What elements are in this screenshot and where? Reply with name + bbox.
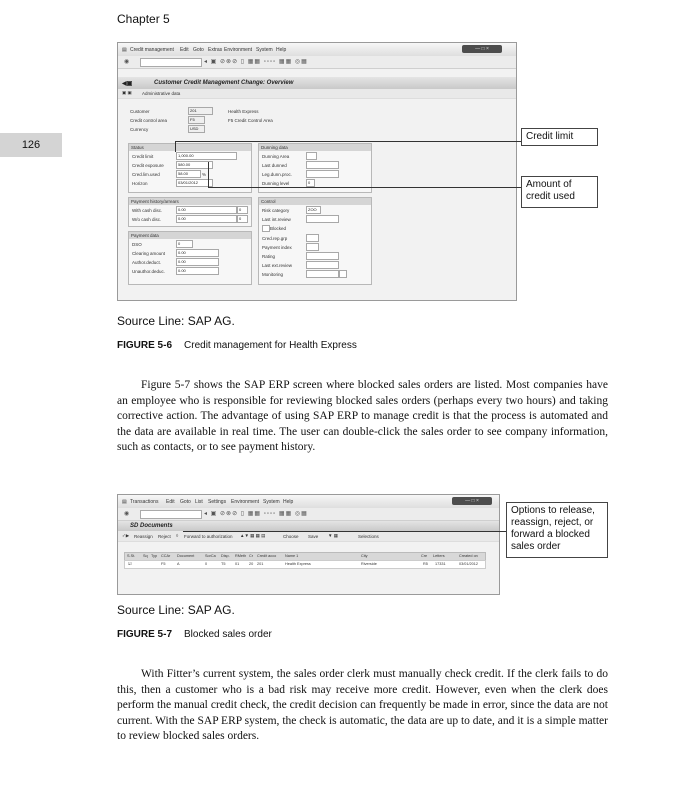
col-rmeth[interactable]: RMeth — [235, 554, 247, 558]
body-paragraph-1 — [117, 378, 608, 456]
credit-exposure-label: Credit exposure — [132, 163, 164, 168]
dunning-group-title: Dunning data — [259, 144, 371, 151]
cell-created-on: 03/01/2012 — [459, 562, 479, 566]
sap-standard-toolbar — [118, 56, 516, 69]
application-toolbar-2 — [118, 531, 499, 542]
choose-button[interactable]: Choose — [283, 534, 299, 539]
col-sq[interactable]: Sq — [143, 554, 148, 558]
cell-rmeth: 01 — [235, 562, 240, 566]
wo-cash-disc-count[interactable]: 0 — [237, 215, 248, 223]
col-ccar[interactable]: CCAr — [161, 554, 171, 558]
figure-5-6-caption — [117, 340, 357, 351]
application-toolbar — [118, 89, 516, 99]
percent-unit: % — [202, 172, 207, 177]
cell-document: A — [177, 562, 180, 566]
risk-category-label: Risk category — [262, 208, 290, 213]
horizon-field[interactable]: 03/01/2012 — [176, 179, 213, 187]
col-document[interactable]: Document — [177, 554, 195, 558]
reassign-button[interactable]: Reassign — [134, 534, 153, 539]
dunning-area-field[interactable] — [306, 152, 317, 160]
release-icon[interactable]: ✓▶ — [122, 533, 130, 538]
monitoring-search-icon[interactable] — [339, 270, 347, 278]
cell-cre: R5 — [423, 562, 428, 566]
callout-leader-credit-limit-h — [175, 141, 522, 142]
enter-icon[interactable]: ◉ — [124, 59, 131, 65]
forward-to-authorization-button[interactable]: Forward to authorization — [184, 534, 233, 539]
figure-5-7-title: Blocked sales order — [184, 629, 272, 640]
page-number: 126 — [0, 133, 62, 157]
standard-toolbar-icons[interactable]: ◂ ▣ ⊘⊗⊘ ▯ ▦▦ ▫▫▫▫ ▦▦ ◎▦ — [204, 59, 308, 65]
callout-options-line2: reassign, reject, or — [511, 517, 594, 528]
forward-icon[interactable]: ◊ — [176, 533, 179, 538]
last-int-review-field[interactable] — [306, 215, 339, 223]
admin-data-button[interactable]: Administrative data — [142, 91, 181, 96]
author-deduct-label: Author.deduct. — [132, 260, 162, 265]
risk-category-field[interactable]: ZOO — [306, 206, 321, 214]
menu-icon[interactable]: ▤ — [122, 47, 127, 53]
payment-index-label: Payment index — [262, 245, 292, 250]
screen-title: Customer Credit Management Change: Overview — [154, 80, 294, 86]
screen-title-bar — [118, 77, 516, 89]
cell-disp: T5 — [221, 562, 226, 566]
enter-icon-2[interactable]: ◉ — [124, 511, 131, 517]
filter-icon[interactable]: ▼ ▦ — [328, 533, 338, 538]
clearing-amount-field[interactable]: 0.00 — [176, 249, 219, 257]
list-toolbar-icons[interactable]: ▲▼ ▦ ▦ ▤ — [240, 533, 266, 538]
menu-icon-2[interactable]: ▤ — [122, 499, 127, 505]
cell-credit-acco: 201 — [257, 562, 264, 566]
col-cre[interactable]: Cre — [421, 554, 428, 558]
col-typ[interactable]: Typ — [151, 554, 158, 558]
menu-environment-2[interactable]: Environment — [231, 499, 260, 505]
cell-cr: 20 — [249, 562, 254, 566]
menu-help-2[interactable]: Help — [283, 499, 294, 505]
cred-lim-used-field[interactable]: 58.00 — [176, 170, 201, 178]
menu-extras[interactable]: Extras — [208, 47, 223, 53]
menu-system[interactable]: System — [256, 47, 273, 53]
cell-letters: 17331 — [435, 562, 446, 566]
command-field[interactable] — [140, 58, 202, 67]
cred-rep-grp-label: Cred.rep.grp — [262, 236, 288, 241]
callout-leader-amount-v — [208, 162, 209, 187]
col-s-st[interactable]: S.St. — [127, 554, 136, 558]
col-sorca[interactable]: SorCa — [205, 554, 216, 558]
menu-help[interactable]: Help — [276, 47, 287, 53]
dso-label: DSO — [132, 242, 142, 247]
monitoring-label: Monitoring — [262, 272, 284, 277]
cred-lim-used-label: Cred.lim.used — [132, 172, 160, 177]
figure-5-7-label: FIGURE 5-7 — [117, 629, 173, 640]
last-dunned-label: Last dunned — [262, 163, 287, 168]
col-credit-acco[interactable]: Credit acco — [257, 554, 277, 558]
status-group-title: Status — [129, 144, 251, 151]
credit-control-area-label: Credit control area — [130, 118, 168, 123]
col-letters[interactable]: Letters — [433, 554, 445, 558]
menu-environment[interactable]: Environment — [224, 47, 253, 53]
callout-credit-limit: Credit limit — [521, 128, 598, 146]
window-controls[interactable]: — □ × — [462, 45, 502, 53]
with-cash-disc-label: With cash disc. — [132, 208, 163, 213]
menu-transactions[interactable]: Transactions — [130, 499, 159, 505]
menu-edit[interactable]: Edit — [180, 47, 189, 53]
figure-5-7-source: Source Line: SAP AG. — [117, 603, 235, 617]
currency-label: Currency — [130, 127, 149, 132]
cell-name-1: Health Express — [285, 562, 311, 566]
col-city[interactable]: City — [361, 554, 368, 558]
dunning-level-label: Dunning level — [262, 181, 290, 186]
author-deduct-field[interactable]: 0.00 — [176, 258, 219, 266]
wo-cash-disc-label: W/o cash disc. — [132, 217, 162, 222]
rating-field[interactable] — [306, 252, 339, 260]
clearing-amount-label: Clearing amount — [132, 251, 166, 256]
figure-5-7-caption — [117, 629, 272, 640]
unauthor-deduc-label: Unauthor.deduc. — [132, 269, 166, 274]
window-controls-2[interactable]: — □ × — [452, 497, 492, 505]
callout-options-line1: Options to release, — [511, 505, 595, 516]
save-icon[interactable]: ▣ ▣ — [122, 90, 132, 95]
callout-options-line3: forward a blocked — [511, 529, 590, 540]
menu-edit-2[interactable]: Edit — [166, 499, 175, 505]
cell-city: Riverside — [361, 562, 377, 566]
monitoring-field[interactable] — [306, 270, 339, 278]
command-field-2[interactable] — [140, 510, 202, 519]
selections-button[interactable]: Selections — [358, 534, 379, 539]
body-paragraph-1-text: Figure 5-7 shows the SAP ERP screen where blocked sales orders are listed. Most companies have an employee who is responsible for reviewing blocked sales orders (perhaps every two hours) and taking corrective action. The advantage of using SAP ERP to manage credit is that the process is automated and the data are available in real time. The user can double-click the sales order to see company information, such as contacts, or to see payment history. — [117, 379, 608, 453]
credit-control-area-field[interactable]: F5 — [188, 116, 205, 124]
table-row[interactable] — [124, 560, 486, 569]
cell-sorca: 0 — [205, 562, 208, 566]
sd-documents-title: SD Documents — [130, 523, 173, 529]
callout-amount-credit-used — [521, 176, 598, 208]
body-paragraph-2-text: With Fitter’s current system, the sales order clerk must manually check credit. If the clerk fails to do this, then a customer who is a bad risk may receive more credit. However, even when the clerk does perform the manual credit check, the credit decision can frequently be made in error, since the data are not current. With the SAP ERP system, the check is automatic, the data are up to date, and it is a simple matter to review blocked sales orders. — [117, 668, 608, 742]
body-paragraph-2 — [117, 667, 608, 745]
callout-leader-options — [183, 531, 507, 532]
leg-dunn-proc-label: Leg.dunn.proc. — [262, 172, 293, 177]
currency-field[interactable]: USD — [188, 125, 205, 133]
control-group-title: Control — [259, 198, 371, 205]
col-cr[interactable]: Cr — [249, 554, 254, 558]
blocked-label: Blocked — [270, 226, 287, 231]
callout-leader-amount-h — [208, 187, 522, 188]
horizon-label: Horizon — [132, 181, 148, 186]
screen-title-bar-2 — [118, 521, 499, 531]
dunning-area-label: Dunning Area — [262, 154, 290, 159]
figure-5-6-label: FIGURE 5-6 — [117, 340, 173, 351]
blocked-checkbox[interactable] — [262, 225, 270, 232]
chapter-heading: Chapter 5 — [117, 12, 170, 26]
menu-goto-2[interactable]: Goto — [180, 499, 191, 505]
sap-standard-toolbar-2 — [118, 508, 499, 521]
payment-index-field[interactable] — [306, 243, 319, 251]
rating-label: Rating — [262, 254, 276, 259]
figure-5-6-title: Credit management for Health Express — [184, 340, 357, 351]
menu-system-2[interactable]: System — [263, 499, 280, 505]
wo-cash-disc-field[interactable]: 0.00 — [176, 215, 237, 223]
col-disp[interactable]: Disp. — [221, 554, 230, 558]
dso-field[interactable]: 0 — [176, 240, 193, 248]
payment-data-title: Payment data — [129, 232, 251, 239]
callout-amount-line2: credit used — [526, 191, 575, 202]
unauthor-deduc-field[interactable]: 0.00 — [176, 267, 219, 275]
sap-menubar-2 — [118, 495, 499, 508]
callout-options — [506, 502, 608, 558]
with-cash-disc-field[interactable]: 0.00 — [176, 206, 237, 214]
figure-5-6-screenshot — [117, 42, 517, 301]
cred-rep-grp-field[interactable] — [306, 234, 319, 242]
last-ext-review-label: Last ext.review — [262, 263, 293, 268]
callout-leader-credit-limit-v — [175, 141, 176, 152]
back-icon[interactable]: ◀▣ — [122, 81, 133, 87]
customer-field[interactable]: 201 — [188, 107, 213, 115]
figure-5-6-source: Source Line: SAP AG. — [117, 314, 235, 328]
dunning-level-field[interactable]: 0 — [306, 179, 315, 187]
col-name-1[interactable]: Name 1 — [285, 554, 299, 558]
credit-control-area-name: F5 Credit Control Area — [228, 118, 273, 123]
menu-list[interactable]: List — [195, 499, 203, 505]
cell-ccar: F5 — [161, 562, 166, 566]
standard-toolbar-icons-2[interactable]: ◂ ▣ ⊘⊗⊘ ▯ ▦▦ ▫▫▫▫ ▦▦ ◎▦ — [204, 511, 308, 517]
payment-history-title: Payment history/arrears — [129, 198, 251, 205]
last-int-review-label: Last int.review — [262, 217, 291, 222]
credit-exposure-field[interactable]: 580.00 — [176, 161, 213, 169]
callout-options-line4: sales order — [511, 541, 561, 552]
customer-name: Health Express — [228, 109, 259, 114]
last-ext-review-field[interactable] — [306, 261, 339, 269]
menu-settings[interactable]: Settings — [208, 499, 227, 505]
menu-credit-management[interactable]: Credit management — [130, 47, 174, 53]
reject-button[interactable]: Reject — [158, 534, 171, 539]
sap-menubar — [118, 43, 516, 56]
customer-label: Customer — [130, 109, 150, 114]
credit-limit-label: Credit limit — [132, 154, 154, 159]
save-button[interactable]: Save — [308, 534, 319, 539]
col-created-on[interactable]: Created on — [459, 554, 478, 558]
row-selected-checkbox[interactable]: ☑ — [128, 562, 132, 566]
callout-amount-line1: Amount of — [526, 179, 572, 190]
figure-5-7-screenshot — [117, 494, 500, 595]
last-dunned-field[interactable] — [306, 161, 339, 169]
with-cash-disc-count[interactable]: 0 — [237, 206, 248, 214]
leg-dunn-proc-field[interactable] — [306, 170, 339, 178]
credit-limit-field[interactable]: 1,000.00 — [176, 152, 237, 160]
menu-goto[interactable]: Goto — [193, 47, 204, 53]
